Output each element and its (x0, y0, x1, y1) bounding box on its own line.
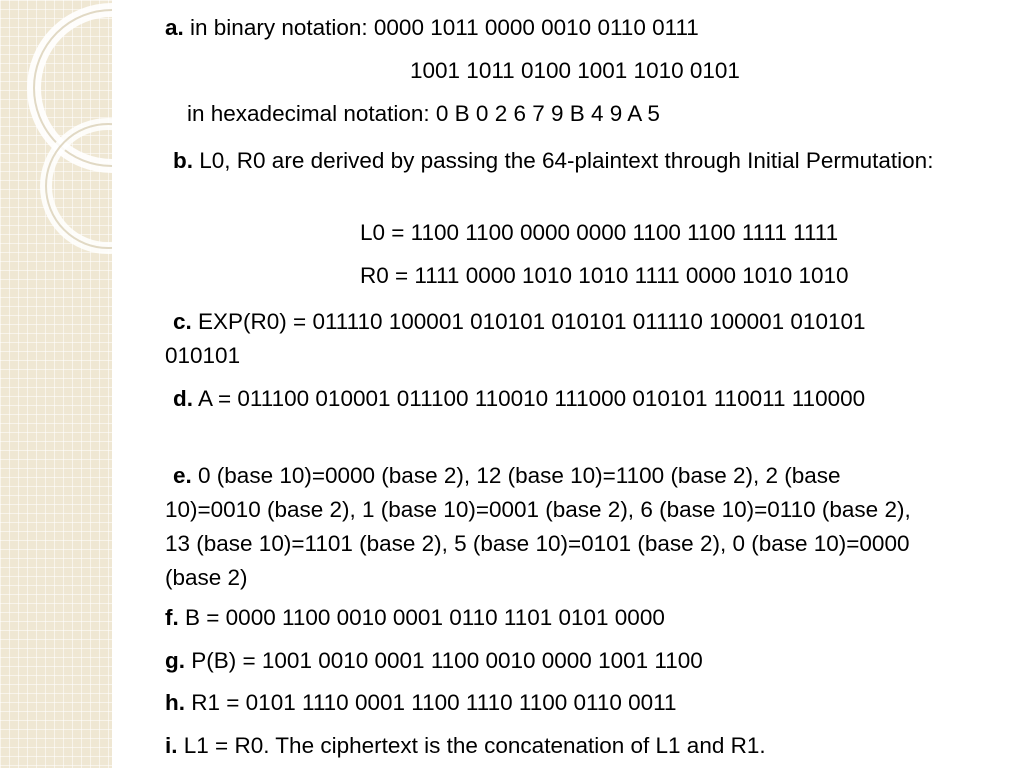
item-h-text: R1 = 0101 1110 0001 1100 1110 1100 0110 0011 (191, 690, 677, 715)
item-a-hex-line: in hexadecimal notation: 0 B 0 2 6 7 9 B 4 9 A 5 (187, 101, 660, 126)
item-c-text: EXP(R0) = 011110 100001 010101 010101 011110 100001 010101 010101 (165, 309, 866, 368)
item-b-l0: L0 = 1100 1100 0000 0000 1100 1100 1111 1111 (360, 220, 839, 245)
item-e-label: e. (173, 463, 192, 488)
item-a-label: a. (165, 15, 184, 40)
item-c-paragraph (165, 305, 935, 373)
item-i-label: i. (165, 733, 178, 758)
item-b-r0: R0 = 1111 0000 1010 1010 1111 0000 1010 1010 (360, 263, 849, 288)
item-f-label: f. (165, 605, 179, 630)
item-g-line (165, 648, 703, 674)
item-d-text: A = 011100 010001 011100 110010 111000 010101 110011 110000 (198, 386, 866, 411)
item-a-line1 (165, 15, 699, 41)
item-b-label: b. (173, 148, 193, 173)
item-i-line (165, 733, 766, 759)
item-d-paragraph (165, 382, 935, 416)
item-b-text: L0, R0 are derived by passing the 64-plaintext through Initial Permutation: (199, 148, 934, 173)
item-g-label: g. (165, 648, 185, 673)
circle-ornament-icon (0, 0, 112, 768)
item-g-text: P(B) = 1001 0010 0001 1100 0010 0000 1001 1100 (191, 648, 703, 673)
item-a-binary-text: in binary notation: 0000 1011 0000 0010 0110 0111 (190, 15, 699, 40)
item-d-label: d. (173, 386, 193, 411)
item-f-line (165, 605, 665, 631)
item-e-text: 0 (base 10)=0000 (base 2), 12 (base 10)=1100 (base 2), 2 (base 10)=0010 (base 2), 1 (base 10)=0001 (base 2), 6 (base 10)=0110 (base 2), 13 (base 10)=1101 (base 2), 5 (base 10)=0101 (base 2), 0 (base 10)=0000 (base 2) (165, 463, 911, 590)
item-a-binary-line2: 1001 1011 0100 1001 1010 0101 (410, 58, 740, 83)
item-c-label: c. (173, 309, 192, 334)
item-h-label: h. (165, 690, 185, 715)
decorative-sidebar (0, 0, 112, 768)
item-i-text: L1 = R0. The ciphertext is the concatenation of L1 and R1. (183, 733, 766, 758)
item-e-paragraph (165, 459, 935, 595)
item-h-line (165, 690, 677, 716)
item-b-paragraph (165, 144, 935, 178)
item-f-text: B = 0000 1100 0010 0001 0110 1101 0101 0000 (185, 605, 665, 630)
slide-content (165, 0, 945, 768)
